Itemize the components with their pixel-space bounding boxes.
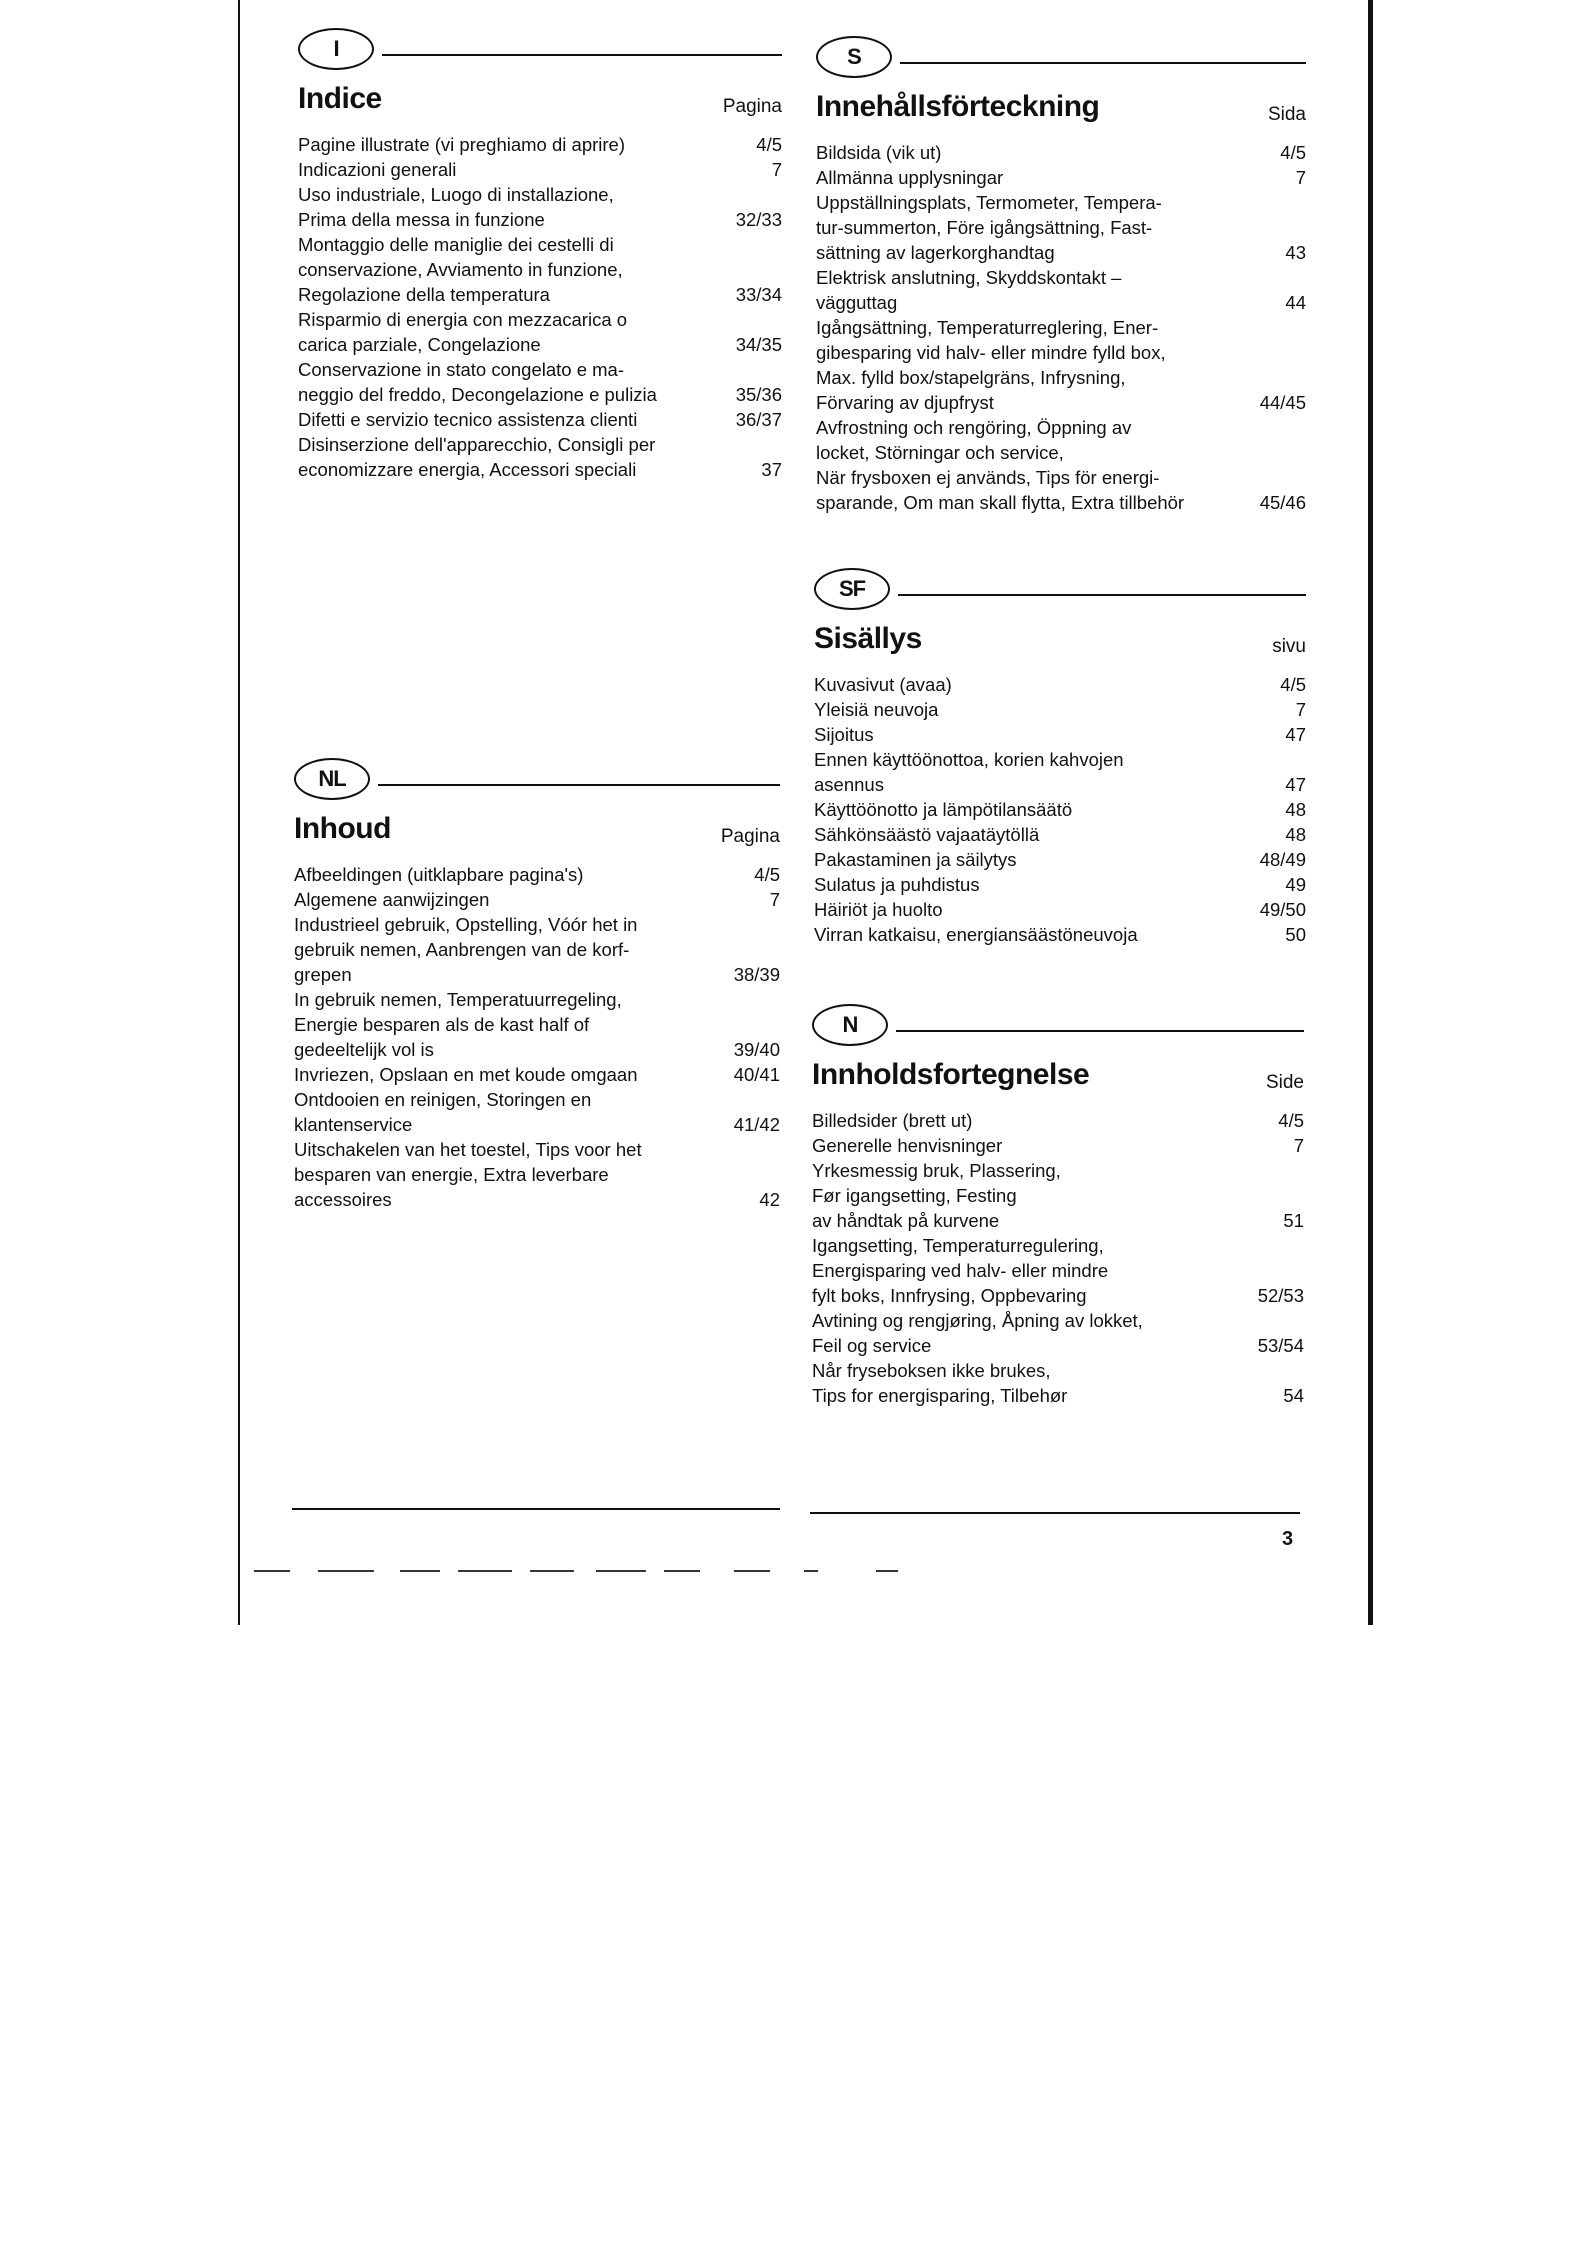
toc-entry-page: 35/36 (735, 384, 782, 405)
toc-entry-line: Avtining og rengjøring, Åpning av lokket, (812, 1310, 1143, 1331)
toc-entry-line: sparande, Om man skall flytta, Extra tillbehör (816, 492, 1185, 513)
toc-entry-line: Risparmio di energia con mezzacarica o (298, 309, 628, 330)
toc-entry (294, 1087, 780, 1137)
toc-entry-line: Energie besparen als de kast half of (294, 1014, 590, 1035)
toc-entry-text (298, 232, 724, 307)
toc-entry-line: Sähkönsäästö vajaatäytöllä (814, 824, 1040, 845)
section-title: Inhoud (294, 812, 391, 845)
toc-entry-page: 7 (769, 889, 780, 910)
toc-entry-page: 7 (1295, 167, 1306, 188)
toc-entry-page: 4/5 (1280, 674, 1306, 695)
toc-entry-line: Indicazioni generali (298, 159, 457, 180)
toc-entry-text (816, 315, 1248, 415)
title-row (814, 622, 1306, 668)
right-margin-line (1368, 0, 1373, 1625)
language-badge: S (816, 36, 892, 78)
toc-entries (294, 862, 780, 1212)
toc-entry-text (814, 872, 1248, 897)
cut-line-segment (530, 1570, 574, 1572)
toc-entry-line: fylt boks, Innfrysing, Oppbevaring (812, 1285, 1087, 1306)
toc-entry-line: Kuvasivut (avaa) (814, 674, 952, 695)
toc-entry-line: Bildsida (vik ut) (816, 142, 942, 163)
section-swedish (816, 36, 1306, 515)
toc-entry-text (294, 862, 722, 887)
toc-entry (812, 1133, 1304, 1158)
toc-entry-text (812, 1133, 1246, 1158)
toc-entry (814, 922, 1306, 947)
toc-entry-line: neggio del freddo, Decongelazione e pulizia (298, 384, 657, 405)
cut-line-segment (254, 1570, 290, 1572)
toc-entry-page: 42 (759, 1189, 780, 1210)
toc-entry-page: 48 (1285, 799, 1306, 820)
section-finnish (814, 568, 1306, 947)
toc-entry-line: Afbeeldingen (uitklapbare pagina's) (294, 864, 584, 885)
toc-entry-page: 34/35 (735, 334, 782, 355)
toc-entries (814, 672, 1306, 947)
toc-entries (298, 132, 782, 482)
toc-entry-line: Yleisiä neuvoja (814, 699, 939, 720)
toc-entry-line: Regolazione della temperatura (298, 284, 550, 305)
footer-rule-left (292, 1508, 780, 1510)
section-header (294, 758, 780, 806)
toc-entry-text (294, 1137, 722, 1212)
toc-entry-line: Sulatus ja puhdistus (814, 874, 980, 895)
toc-entry-line: sättning av lagerkorghandtag (816, 242, 1055, 263)
cut-line-segment (664, 1570, 700, 1572)
toc-entry (814, 697, 1306, 722)
toc-entry (816, 190, 1306, 265)
toc-entry-page: 33/34 (735, 284, 782, 305)
left-margin-line (238, 0, 240, 1625)
toc-entry (298, 157, 782, 182)
toc-entry (294, 887, 780, 912)
toc-entry-line: gebruik nemen, Aanbrengen van de korf- (294, 939, 630, 960)
section-title: Indice (298, 82, 382, 115)
toc-entry-line: accessoires (294, 1189, 392, 1210)
toc-entry (816, 140, 1306, 165)
toc-entry-text (298, 157, 724, 182)
toc-entry-page: 54 (1283, 1385, 1304, 1406)
page-column-label: Side (1265, 1072, 1304, 1093)
toc-entry-page: 44/45 (1259, 392, 1306, 413)
cut-line-segment (876, 1570, 898, 1572)
header-rule (378, 784, 780, 786)
cut-line-segment (318, 1570, 374, 1572)
page-number: 3 (1282, 1528, 1294, 1550)
toc-entry-line: Yrkesmessig bruk, Plassering, (812, 1160, 1061, 1181)
toc-entry-page: 51 (1283, 1210, 1304, 1231)
toc-entry (294, 1137, 780, 1212)
toc-entry (812, 1158, 1304, 1233)
toc-entry-line: Generelle henvisninger (812, 1135, 1003, 1156)
toc-entry-line: carica parziale, Congelazione (298, 334, 541, 355)
toc-entry-line: Algemene aanwijzingen (294, 889, 490, 910)
section-dutch (294, 758, 780, 1212)
cut-line-segment (804, 1570, 818, 1572)
toc-entry-page: 49 (1285, 874, 1306, 895)
toc-entry-text (816, 190, 1248, 265)
toc-entry-line: gedeeltelijk vol is (294, 1039, 434, 1060)
toc-entry-line: När frysboxen ej används, Tips för energi- (816, 467, 1160, 488)
toc-entry (294, 987, 780, 1062)
toc-entry-line: Når fryseboksen ikke brukes, (812, 1360, 1051, 1381)
toc-entry (816, 315, 1306, 415)
title-row (812, 1058, 1304, 1104)
toc-entry-page: 48 (1285, 824, 1306, 845)
toc-entry (816, 415, 1306, 515)
toc-entry-page: 7 (771, 159, 782, 180)
toc-entry-page: 49/50 (1259, 899, 1306, 920)
title-row (294, 812, 780, 858)
toc-entry-line: Før igangsetting, Festing (812, 1185, 1017, 1206)
toc-entry-line: klantenservice (294, 1114, 413, 1135)
toc-entry-page: 52/53 (1257, 1285, 1304, 1306)
toc-entry-page: 43 (1285, 242, 1306, 263)
toc-entry-text (812, 1158, 1246, 1233)
toc-entry-line: Pagine illustrate (vi preghiamo di aprire) (298, 134, 625, 155)
toc-entry-page: 7 (1293, 1135, 1304, 1156)
toc-entry-line: Disinserzione dell'apparecchio, Consigli per (298, 434, 656, 455)
section-header (814, 568, 1306, 616)
toc-entry-line: Förvaring av djupfryst (816, 392, 994, 413)
toc-entry-text (294, 1062, 722, 1087)
toc-entry (298, 407, 782, 432)
toc-entry-line: Ennen käyttöönottoa, korien kahvojen (814, 749, 1124, 770)
toc-entry-page: 45/46 (1259, 492, 1306, 513)
toc-entry (812, 1108, 1304, 1133)
toc-entry-text (814, 722, 1248, 747)
toc-entry-line: Virran katkaisu, energiansäästöneuvoja (814, 924, 1138, 945)
toc-entry-line: conservazione, Avviamento in funzione, (298, 259, 623, 280)
toc-entry-line: Invriezen, Opslaan en met koude omgaan (294, 1064, 638, 1085)
section-header (298, 28, 782, 76)
toc-entry-text (814, 897, 1248, 922)
toc-entry-page: 7 (1295, 699, 1306, 720)
toc-entry-line: vägguttag (816, 292, 898, 313)
toc-entry (812, 1308, 1304, 1358)
toc-entry-text (814, 797, 1248, 822)
toc-entry-page: 4/5 (1278, 1110, 1304, 1131)
toc-entry (298, 132, 782, 157)
toc-entry-line: Montaggio delle maniglie dei cestelli di (298, 234, 614, 255)
toc-entry (294, 862, 780, 887)
toc-entry-text (298, 132, 724, 157)
toc-entry-line: Uso industriale, Luogo di installazione, (298, 184, 614, 205)
toc-entry-text (814, 922, 1248, 947)
toc-entry-text (812, 1108, 1246, 1133)
toc-entry (816, 165, 1306, 190)
toc-entry-line: Sijoitus (814, 724, 874, 745)
toc-entry-text (294, 887, 722, 912)
language-badge: NL (294, 758, 370, 800)
cut-line-segment (400, 1570, 440, 1572)
toc-entry-text (814, 672, 1248, 697)
toc-entry-line: Häiriöt ja huolto (814, 899, 943, 920)
toc-entry-line: tur-summerton, Före igångsättning, Fast- (816, 217, 1153, 238)
toc-entry-page: 48/49 (1259, 849, 1306, 870)
toc-entry-page: 44 (1285, 292, 1306, 313)
section-norwegian (812, 1004, 1304, 1408)
toc-entry-text (294, 987, 722, 1062)
toc-entry-page: 47 (1285, 724, 1306, 745)
toc-entry (814, 822, 1306, 847)
toc-entry-line: Uitschakelen van het toestel, Tips voor het (294, 1139, 642, 1160)
toc-entry-text (816, 165, 1248, 190)
page-column-label: sivu (1272, 636, 1306, 657)
toc-entry-page: 47 (1285, 774, 1306, 795)
toc-entry-page: 4/5 (754, 864, 780, 885)
section-header (812, 1004, 1304, 1052)
toc-entry-line: Feil og service (812, 1335, 932, 1356)
section-header (816, 36, 1306, 84)
toc-entry (298, 357, 782, 407)
toc-entry-text (812, 1358, 1246, 1408)
toc-entry-page: 37 (761, 459, 782, 480)
language-badge: N (812, 1004, 888, 1046)
toc-entry-line: Conservazione in stato congelato e ma- (298, 359, 624, 380)
toc-entry-line: Avfrostning och rengöring, Öppning av (816, 417, 1132, 438)
toc-entry-text (814, 822, 1248, 847)
toc-entry-line: Elektrisk anslutning, Skyddskontakt – (816, 267, 1122, 288)
toc-entry-text (298, 307, 724, 357)
toc-entry-text (812, 1233, 1246, 1308)
section-italian (298, 28, 782, 482)
toc-entry-text (816, 415, 1248, 515)
cut-line-segment (596, 1570, 646, 1572)
toc-entry-line: besparen van energie, Extra leverbare (294, 1164, 609, 1185)
toc-entry-line: asennus (814, 774, 884, 795)
toc-entry (298, 307, 782, 357)
toc-entry-line: Max. fylld box/stapelgräns, Infrysning, (816, 367, 1126, 388)
title-row (298, 82, 782, 128)
toc-entry-line: Pakastaminen ja säilytys (814, 849, 1017, 870)
toc-entry (814, 747, 1306, 797)
toc-entry-line: Billedsider (brett ut) (812, 1110, 973, 1131)
header-rule (900, 62, 1306, 64)
toc-entry (294, 1062, 780, 1087)
toc-entry (812, 1358, 1304, 1408)
page-column-label: Pagina (720, 826, 780, 847)
toc-entry (814, 672, 1306, 697)
toc-entry-page: 38/39 (733, 964, 780, 985)
toc-entry (814, 847, 1306, 872)
toc-entry-line: Energisparing ved halv- eller mindre (812, 1260, 1109, 1281)
toc-entry-line: Allmänna upplysningar (816, 167, 1004, 188)
toc-entry-text (816, 140, 1248, 165)
toc-entry-page: 32/33 (735, 209, 782, 230)
toc-entry-page: 4/5 (1280, 142, 1306, 163)
toc-entry-line: locket, Störningar och service, (816, 442, 1064, 463)
toc-entry-text (298, 407, 724, 432)
toc-entry (298, 432, 782, 482)
toc-entry-page: 40/41 (733, 1064, 780, 1085)
toc-entry-page: 36/37 (735, 409, 782, 430)
toc-entry-page: 53/54 (1257, 1335, 1304, 1356)
toc-entry-page: 4/5 (756, 134, 782, 155)
toc-entry-line: gibesparing vid halv- eller mindre fylld box, (816, 342, 1166, 363)
toc-entries (816, 140, 1306, 515)
title-row (816, 90, 1306, 136)
toc-entry-line: Käyttöönotto ja lämpötilansäätö (814, 799, 1073, 820)
cut-line-segment (458, 1570, 512, 1572)
toc-entry-line: economizzare energia, Accessori speciali (298, 459, 637, 480)
header-rule (382, 54, 782, 56)
toc-entry-page: 41/42 (733, 1114, 780, 1135)
toc-entry-page: 39/40 (733, 1039, 780, 1060)
toc-entry-text (812, 1308, 1246, 1358)
page-column-label: Sida (1267, 104, 1306, 125)
toc-entry-line: Ontdooien en reinigen, Storingen en (294, 1089, 592, 1110)
toc-entry-text (298, 432, 724, 482)
toc-entry-text (298, 357, 724, 407)
toc-entry-line: Igångsättning, Temperaturreglering, Ener- (816, 317, 1159, 338)
toc-entry-line: Igangsetting, Temperaturregulering, (812, 1235, 1104, 1256)
toc-entry-page: 50 (1285, 924, 1306, 945)
toc-entry-line: Tips for energisparing, Tilbehør (812, 1385, 1068, 1406)
language-badge: SF (814, 568, 890, 610)
toc-entry-text (294, 912, 722, 987)
cut-line-segment (734, 1570, 770, 1572)
language-badge: I (298, 28, 374, 70)
toc-entry (814, 797, 1306, 822)
toc-entry-text (294, 1087, 722, 1137)
toc-entry-line: grepen (294, 964, 352, 985)
toc-entry-text (298, 182, 724, 232)
section-title: Innholdsfortegnelse (812, 1058, 1090, 1091)
toc-entry (814, 722, 1306, 747)
toc-entry-text (816, 265, 1248, 315)
toc-entry (294, 912, 780, 987)
header-rule (898, 594, 1306, 596)
toc-entry-text (814, 747, 1248, 797)
toc-entry (816, 265, 1306, 315)
page-column-label: Pagina (722, 96, 782, 117)
toc-entry-line: av håndtak på kurvene (812, 1210, 1000, 1231)
toc-entry (298, 182, 782, 232)
toc-entry-text (814, 697, 1248, 722)
toc-entry (298, 232, 782, 307)
toc-entry-line: Industrieel gebruik, Opstelling, Vóór het in (294, 914, 638, 935)
header-rule (896, 1030, 1304, 1032)
section-title: Innehållsförteckning (816, 90, 1100, 123)
toc-entry (814, 872, 1306, 897)
toc-entry (812, 1233, 1304, 1308)
toc-entry (814, 897, 1306, 922)
toc-entry-line: In gebruik nemen, Temperatuurregeling, (294, 989, 622, 1010)
toc-entry-line: Prima della messa in funzione (298, 209, 545, 230)
toc-entries (812, 1108, 1304, 1408)
toc-entry-line: Uppställningsplats, Termometer, Tempera- (816, 192, 1162, 213)
footer-rule-right (810, 1512, 1300, 1514)
toc-entry-line: Difetti e servizio tecnico assistenza clienti (298, 409, 638, 430)
toc-entry-text (814, 847, 1248, 872)
section-title: Sisällys (814, 622, 922, 655)
